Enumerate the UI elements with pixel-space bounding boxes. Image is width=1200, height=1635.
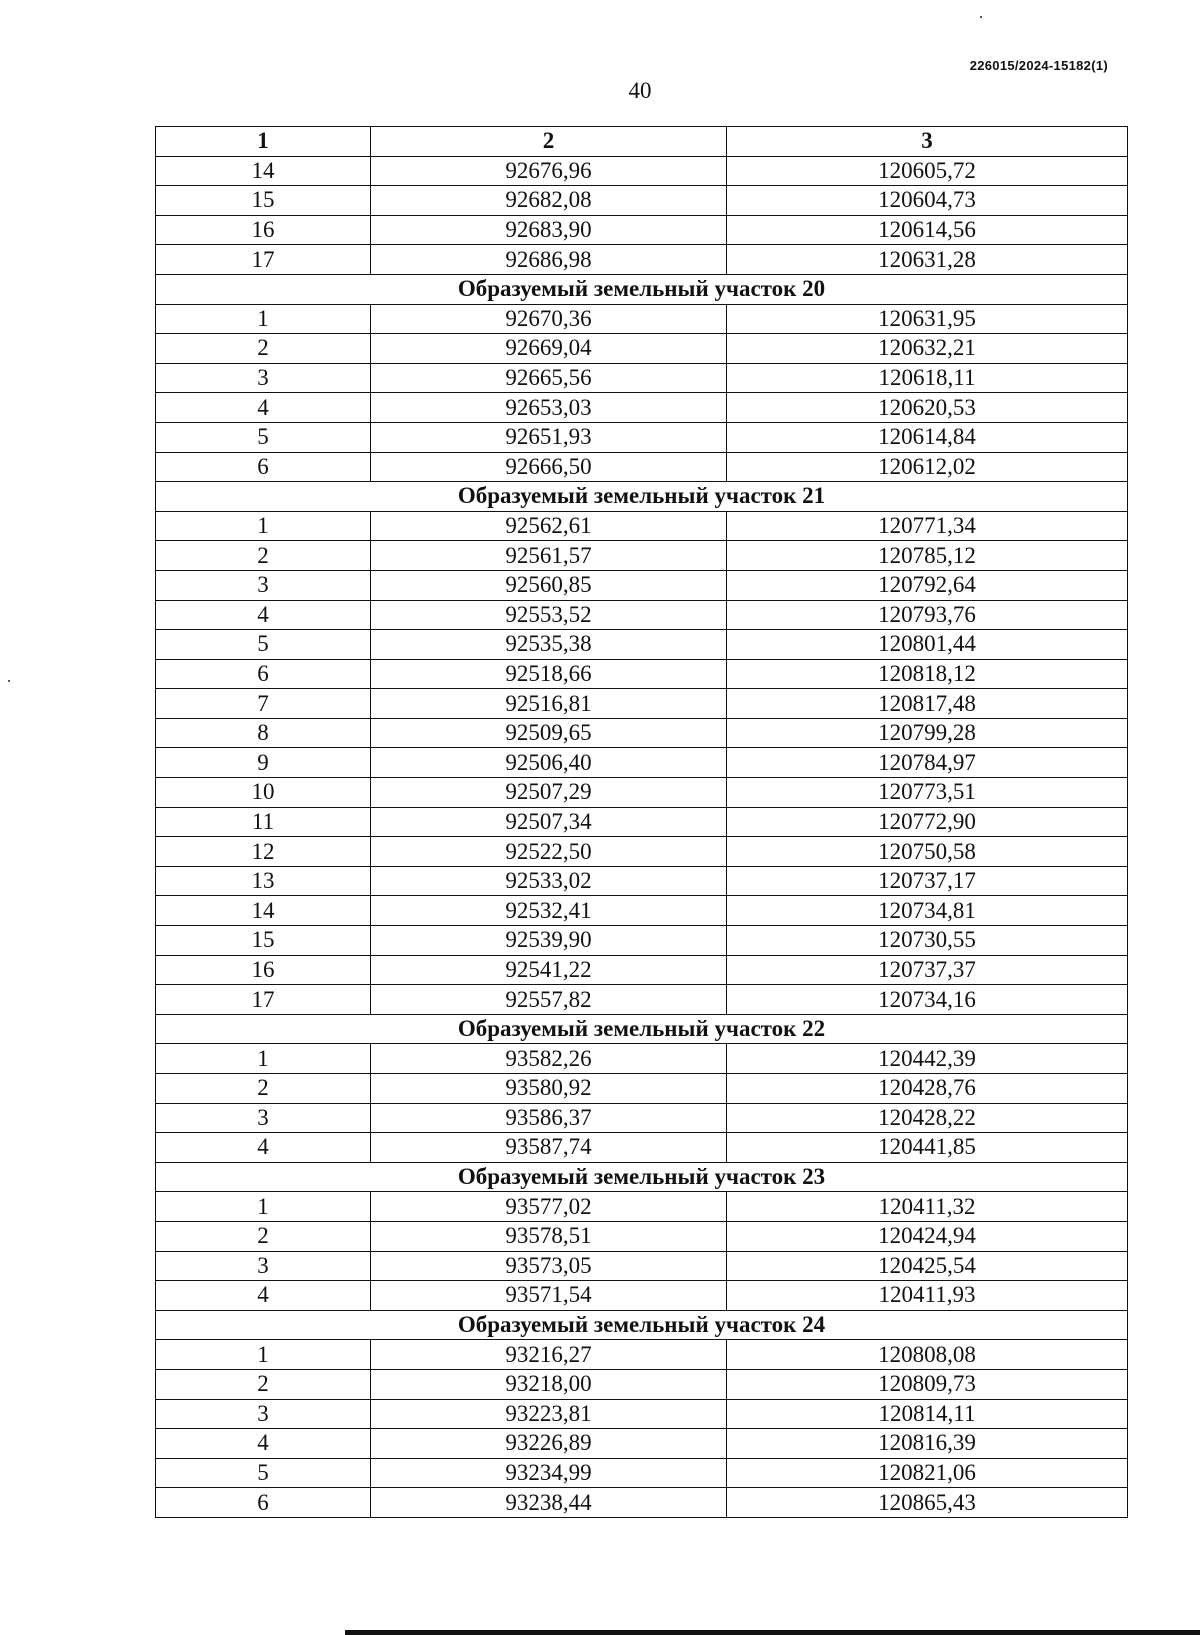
y-coordinate-cell: 120737,37 (727, 955, 1128, 985)
point-number-cell: 1 (156, 304, 371, 334)
table-row (156, 926, 1128, 956)
table-row (156, 1044, 1128, 1074)
y-coordinate-cell: 120424,94 (727, 1221, 1128, 1251)
point-number-cell: 10 (156, 778, 371, 808)
y-coordinate-cell: 120737,17 (727, 866, 1128, 896)
x-coordinate-cell: 93573,05 (371, 1251, 727, 1281)
y-coordinate-cell: 120614,84 (727, 422, 1128, 452)
point-number-cell: 15 (156, 186, 371, 216)
point-number-cell: 2 (156, 541, 371, 571)
y-coordinate-cell: 120772,90 (727, 807, 1128, 837)
x-coordinate-cell: 93577,02 (371, 1192, 727, 1222)
table-row (156, 837, 1128, 867)
x-coordinate-cell: 92682,08 (371, 186, 727, 216)
x-coordinate-cell: 92561,57 (371, 541, 727, 571)
point-number-cell: 5 (156, 630, 371, 660)
header-y-coordinate: 3 (727, 127, 1128, 157)
point-number-cell: 5 (156, 422, 371, 452)
y-coordinate-cell: 120750,58 (727, 837, 1128, 867)
y-coordinate-cell: 120614,56 (727, 215, 1128, 245)
y-coordinate-cell: 120411,93 (727, 1281, 1128, 1311)
point-number-cell: 14 (156, 896, 371, 926)
section-row (156, 482, 1128, 512)
table-row (156, 186, 1128, 216)
point-number-cell: 4 (156, 1429, 371, 1459)
table-row (156, 896, 1128, 926)
x-coordinate-cell: 92522,50 (371, 837, 727, 867)
table-row (156, 600, 1128, 630)
y-coordinate-cell: 120632,21 (727, 334, 1128, 364)
point-number-cell: 4 (156, 1133, 371, 1163)
y-coordinate-cell: 120785,12 (727, 541, 1128, 571)
point-number-cell: 1 (156, 1044, 371, 1074)
section-row (156, 1310, 1128, 1340)
table-row (156, 1281, 1128, 1311)
y-coordinate-cell: 120773,51 (727, 778, 1128, 808)
table-row (156, 778, 1128, 808)
point-number-cell: 13 (156, 866, 371, 896)
table-row (156, 866, 1128, 896)
y-coordinate-cell: 120809,73 (727, 1369, 1128, 1399)
table-header-row (156, 127, 1128, 157)
x-coordinate-cell: 93216,27 (371, 1340, 727, 1370)
x-coordinate-cell: 93586,37 (371, 1103, 727, 1133)
table-row (156, 334, 1128, 364)
point-number-cell: 8 (156, 718, 371, 748)
table-row (156, 659, 1128, 689)
point-number-cell: 14 (156, 156, 371, 186)
table-row (156, 718, 1128, 748)
y-coordinate-cell: 120801,44 (727, 630, 1128, 660)
y-coordinate-cell: 120631,28 (727, 245, 1128, 275)
point-number-cell: 6 (156, 659, 371, 689)
y-coordinate-cell: 120612,02 (727, 452, 1128, 482)
section-title: Образуемый земельный участок 22 (156, 1014, 1128, 1044)
x-coordinate-cell: 93587,74 (371, 1133, 727, 1163)
scan-edge-line (345, 1630, 1200, 1635)
table-row (156, 1369, 1128, 1399)
y-coordinate-cell: 120425,54 (727, 1251, 1128, 1281)
y-coordinate-cell: 120792,64 (727, 570, 1128, 600)
table-row (156, 1399, 1128, 1429)
y-coordinate-cell: 120442,39 (727, 1044, 1128, 1074)
point-number-cell: 1 (156, 1192, 371, 1222)
y-coordinate-cell: 120428,22 (727, 1103, 1128, 1133)
scan-speck (980, 16, 982, 18)
x-coordinate-cell: 92507,34 (371, 807, 727, 837)
y-coordinate-cell: 120799,28 (727, 718, 1128, 748)
coordinates-table-container (155, 126, 1127, 1518)
x-coordinate-cell: 92553,52 (371, 600, 727, 630)
section-row (156, 1162, 1128, 1192)
y-coordinate-cell: 120808,08 (727, 1340, 1128, 1370)
y-coordinate-cell: 120818,12 (727, 659, 1128, 689)
point-number-cell: 3 (156, 570, 371, 600)
table-row (156, 1133, 1128, 1163)
header-point-number: 1 (156, 127, 371, 157)
x-coordinate-cell: 92670,36 (371, 304, 727, 334)
point-number-cell: 2 (156, 334, 371, 364)
x-coordinate-cell: 92560,85 (371, 570, 727, 600)
point-number-cell: 3 (156, 1399, 371, 1429)
x-coordinate-cell: 92651,93 (371, 422, 727, 452)
x-coordinate-cell: 92653,03 (371, 393, 727, 423)
x-coordinate-cell: 92669,04 (371, 334, 727, 364)
x-coordinate-cell: 92686,98 (371, 245, 727, 275)
x-coordinate-cell: 92506,40 (371, 748, 727, 778)
x-coordinate-cell: 93238,44 (371, 1488, 727, 1518)
point-number-cell: 4 (156, 393, 371, 423)
y-coordinate-cell: 120604,73 (727, 186, 1128, 216)
table-row (156, 511, 1128, 541)
x-coordinate-cell: 93223,81 (371, 1399, 727, 1429)
point-number-cell: 2 (156, 1221, 371, 1251)
x-coordinate-cell: 92665,56 (371, 363, 727, 393)
point-number-cell: 3 (156, 363, 371, 393)
x-coordinate-cell: 92533,02 (371, 866, 727, 896)
y-coordinate-cell: 120734,16 (727, 985, 1128, 1015)
table-row (156, 1340, 1128, 1370)
coordinates-table (155, 126, 1128, 1518)
table-row (156, 1074, 1128, 1104)
point-number-cell: 4 (156, 600, 371, 630)
point-number-cell: 15 (156, 926, 371, 956)
point-number-cell: 1 (156, 511, 371, 541)
table-row (156, 1192, 1128, 1222)
table-row (156, 1488, 1128, 1518)
table-row (156, 1221, 1128, 1251)
section-row (156, 274, 1128, 304)
y-coordinate-cell: 120784,97 (727, 748, 1128, 778)
x-coordinate-cell: 92535,38 (371, 630, 727, 660)
x-coordinate-cell: 93571,54 (371, 1281, 727, 1311)
section-title: Образуемый земельный участок 23 (156, 1162, 1128, 1192)
y-coordinate-cell: 120865,43 (727, 1488, 1128, 1518)
table-row (156, 541, 1128, 571)
x-coordinate-cell: 93226,89 (371, 1429, 727, 1459)
y-coordinate-cell: 120441,85 (727, 1133, 1128, 1163)
y-coordinate-cell: 120771,34 (727, 511, 1128, 541)
page-number-text: 40 (628, 78, 652, 103)
y-coordinate-cell: 120730,55 (727, 926, 1128, 956)
point-number-cell: 2 (156, 1074, 371, 1104)
x-coordinate-cell: 92666,50 (371, 452, 727, 482)
y-coordinate-cell: 120816,39 (727, 1429, 1128, 1459)
y-coordinate-cell: 120734,81 (727, 896, 1128, 926)
table-row (156, 1103, 1128, 1133)
point-number-cell: 12 (156, 837, 371, 867)
x-coordinate-cell: 92541,22 (371, 955, 727, 985)
document-id: 226015/2024-15182(1) (969, 58, 1108, 73)
table-row (156, 215, 1128, 245)
table-row (156, 422, 1128, 452)
y-coordinate-cell: 120428,76 (727, 1074, 1128, 1104)
y-coordinate-cell: 120411,32 (727, 1192, 1128, 1222)
table-row (156, 363, 1128, 393)
table-row (156, 570, 1128, 600)
table-body (156, 156, 1128, 1517)
x-coordinate-cell: 93582,26 (371, 1044, 727, 1074)
table-row (156, 452, 1128, 482)
x-coordinate-cell: 92509,65 (371, 718, 727, 748)
y-coordinate-cell: 120793,76 (727, 600, 1128, 630)
x-coordinate-cell: 92507,29 (371, 778, 727, 808)
point-number-cell: 4 (156, 1281, 371, 1311)
x-coordinate-cell: 92518,66 (371, 659, 727, 689)
y-coordinate-cell: 120620,53 (727, 393, 1128, 423)
y-coordinate-cell: 120814,11 (727, 1399, 1128, 1429)
point-number-cell: 9 (156, 748, 371, 778)
point-number-cell: 7 (156, 689, 371, 719)
x-coordinate-cell: 92539,90 (371, 926, 727, 956)
table-row (156, 304, 1128, 334)
point-number-cell: 6 (156, 452, 371, 482)
y-coordinate-cell: 120821,06 (727, 1458, 1128, 1488)
x-coordinate-cell: 93218,00 (371, 1369, 727, 1399)
section-title: Образуемый земельный участок 21 (156, 482, 1128, 512)
point-number-cell: 6 (156, 1488, 371, 1518)
scan-speck (8, 680, 10, 682)
table-row (156, 689, 1128, 719)
table-row (156, 1458, 1128, 1488)
x-coordinate-cell: 92532,41 (371, 896, 727, 926)
table-row (156, 393, 1128, 423)
y-coordinate-cell: 120817,48 (727, 689, 1128, 719)
table-row (156, 1429, 1128, 1459)
page-number (0, 78, 1200, 104)
table-row (156, 955, 1128, 985)
point-number-cell: 3 (156, 1103, 371, 1133)
x-coordinate-cell: 92676,96 (371, 156, 727, 186)
point-number-cell: 5 (156, 1458, 371, 1488)
point-number-cell: 17 (156, 245, 371, 275)
table-row (156, 748, 1128, 778)
y-coordinate-cell: 120605,72 (727, 156, 1128, 186)
point-number-cell: 2 (156, 1369, 371, 1399)
table-row (156, 245, 1128, 275)
x-coordinate-cell: 93234,99 (371, 1458, 727, 1488)
section-row (156, 1014, 1128, 1044)
point-number-cell: 16 (156, 215, 371, 245)
point-number-cell: 16 (156, 955, 371, 985)
point-number-cell: 17 (156, 985, 371, 1015)
header-x-coordinate: 2 (371, 127, 727, 157)
x-coordinate-cell: 92562,61 (371, 511, 727, 541)
x-coordinate-cell: 92557,82 (371, 985, 727, 1015)
table-row (156, 985, 1128, 1015)
x-coordinate-cell: 93580,92 (371, 1074, 727, 1104)
x-coordinate-cell: 93578,51 (371, 1221, 727, 1251)
table-row (156, 807, 1128, 837)
y-coordinate-cell: 120618,11 (727, 363, 1128, 393)
point-number-cell: 11 (156, 807, 371, 837)
table-row (156, 630, 1128, 660)
point-number-cell: 3 (156, 1251, 371, 1281)
y-coordinate-cell: 120631,95 (727, 304, 1128, 334)
section-title: Образуемый земельный участок 24 (156, 1310, 1128, 1340)
section-title: Образуемый земельный участок 20 (156, 274, 1128, 304)
x-coordinate-cell: 92683,90 (371, 215, 727, 245)
point-number-cell: 1 (156, 1340, 371, 1370)
table-row (156, 1251, 1128, 1281)
x-coordinate-cell: 92516,81 (371, 689, 727, 719)
table-row (156, 156, 1128, 186)
